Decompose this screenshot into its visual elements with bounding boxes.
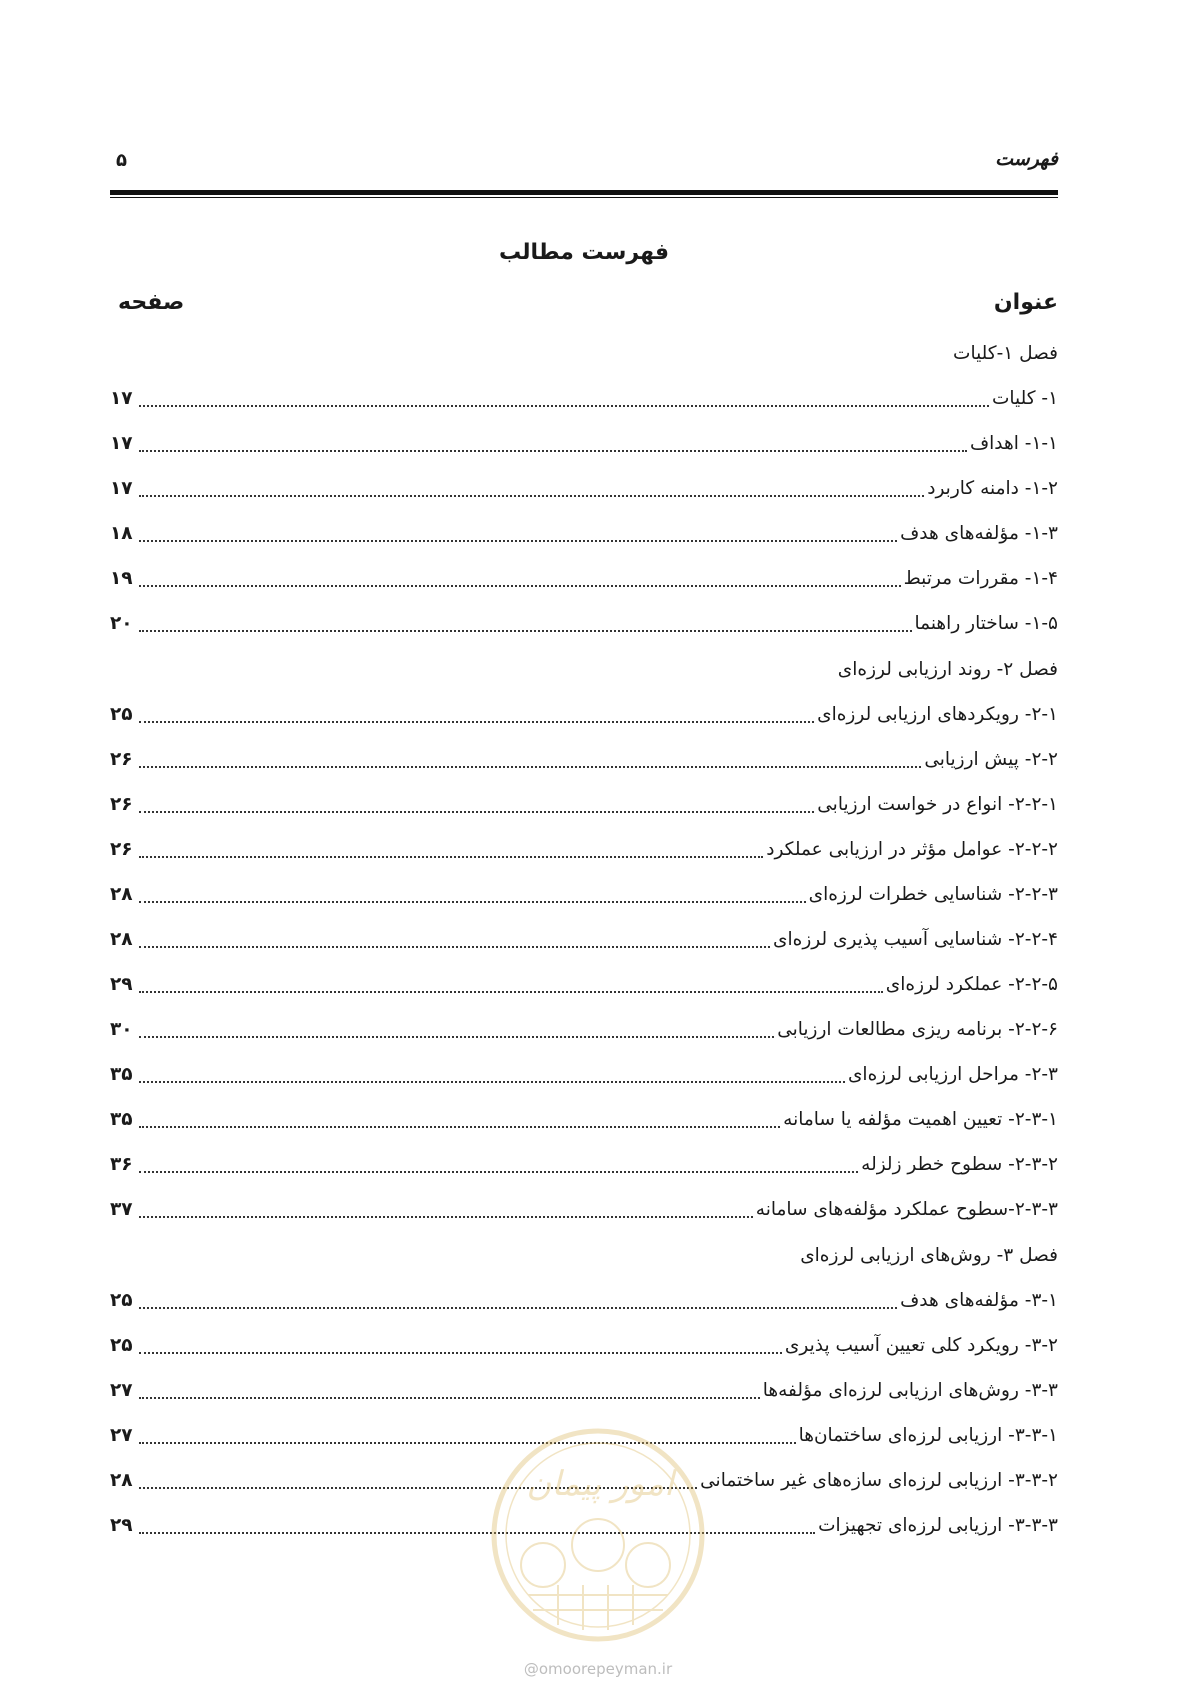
toc-entry xyxy=(110,421,1058,466)
toc-entry-label: ۲-۳-۲- سطوح خطر زلزله xyxy=(861,1154,1058,1175)
toc-column-headers xyxy=(110,290,1058,324)
watermark-seal-icon xyxy=(488,1425,708,1645)
dot-leader xyxy=(139,1307,897,1309)
dot-leader xyxy=(139,450,967,452)
toc-entry-label: ۱-۴- مقررات مرتبط xyxy=(903,568,1058,589)
header-rule-thick xyxy=(110,190,1058,195)
toc-entry-label: ۳-۳- روش‌های ارزیابی لرزه‌ای مؤلفه‌ها xyxy=(762,1380,1058,1401)
dot-leader xyxy=(139,766,921,768)
toc-entry-page: ۱۹ xyxy=(110,568,133,589)
toc-entry-page: ۲۷ xyxy=(110,1425,133,1446)
toc-entry-label: ۲-۲-۵- عملکرد لرزه‌ای xyxy=(885,974,1058,995)
toc-entry xyxy=(110,1187,1058,1232)
header-rule-thin xyxy=(110,197,1058,198)
toc-entry-page: ۲۵ xyxy=(110,1335,133,1356)
toc-entry-label: ۲-۲-۴- شناسایی آسیب پذیری لرزه‌ای xyxy=(773,929,1058,950)
toc-title: فهرست مطالب xyxy=(498,240,670,265)
toc-entry-label: ۳-۱- مؤلفه‌های هدف xyxy=(900,1290,1058,1311)
dot-leader xyxy=(139,540,897,542)
toc-entry-page: ۲۸ xyxy=(110,929,133,950)
toc-entry xyxy=(110,601,1058,646)
toc-entry xyxy=(110,1142,1058,1187)
toc-entry-label: ۲-۲- پیش ارزیابی xyxy=(924,749,1058,770)
toc-entry-label: ۳-۳-۲- ارزیابی لرزه‌ای سازه‌های غیر ساختمانی xyxy=(700,1470,1058,1491)
toc-entry-label: ۲-۲-۶- برنامه ریزی مطالعات ارزیابی xyxy=(777,1019,1058,1040)
toc-entry-page: ۱۸ xyxy=(110,523,133,544)
toc-entry xyxy=(110,376,1058,421)
toc-entry-page: ۲۰ xyxy=(110,613,133,634)
toc-entry-label: ۱-۲- دامنه کاربرد xyxy=(927,478,1058,499)
dot-leader xyxy=(139,1216,753,1218)
toc-entry-label: ۲-۳- مراحل ارزیابی لرزه‌ای xyxy=(847,1064,1058,1085)
dot-leader xyxy=(139,1397,760,1399)
toc-entries xyxy=(110,330,1058,1548)
dot-leader xyxy=(139,1036,774,1038)
column-header-title: عنوان xyxy=(993,290,1058,315)
toc-entry-label: فصل ۳- روش‌های ارزیابی لرزه‌ای xyxy=(800,1244,1058,1266)
toc-entry-page: ۳۷ xyxy=(110,1199,133,1220)
toc-entry xyxy=(110,827,1058,872)
toc-chapter-heading xyxy=(110,1232,1058,1278)
toc-entry xyxy=(110,962,1058,1007)
running-title: فهرست xyxy=(995,148,1058,170)
toc-entry-page: ۱۷ xyxy=(110,478,133,499)
toc-entry-page: ۳۶ xyxy=(110,1154,133,1175)
toc-entry-page: ۲۶ xyxy=(110,794,133,815)
dot-leader xyxy=(139,1532,815,1534)
dot-leader xyxy=(139,811,814,813)
toc-entry-label: ۲-۲-۱- انواع در خواست ارزیابی xyxy=(817,794,1058,815)
toc-entry xyxy=(110,1007,1058,1052)
toc-entry-label: ۳-۳-۳- ارزیابی لرزه‌ای تجهیزات xyxy=(818,1515,1058,1536)
dot-leader xyxy=(139,1081,845,1083)
toc-entry-page: ۲۷ xyxy=(110,1380,133,1401)
toc-entry-label: ۲-۲-۳- شناسایی خطرات لرزه‌ای xyxy=(808,884,1058,905)
dot-leader xyxy=(139,405,989,407)
dot-leader xyxy=(139,1171,858,1173)
toc-entry-page: ۲۸ xyxy=(110,884,133,905)
dot-leader xyxy=(139,856,763,858)
dot-leader xyxy=(139,585,901,587)
dot-leader xyxy=(139,495,924,497)
toc-entry-page: ۳۵ xyxy=(110,1109,133,1130)
toc-entry-label: فصل ۲- روند ارزیابی لرزه‌ای xyxy=(837,658,1058,680)
dot-leader xyxy=(139,630,912,632)
toc-entry-page: ۲۵ xyxy=(110,1290,133,1311)
toc-entry-label: ۲-۳-۳-سطوح عملکرد مؤلفه‌های سامانه xyxy=(755,1199,1058,1220)
page-header xyxy=(110,148,1058,176)
toc-entry-label: ۲-۳-۱- تعیین اهمیت مؤلفه یا سامانه xyxy=(783,1109,1058,1130)
toc-entry xyxy=(110,872,1058,917)
toc-entry-page: ۲۹ xyxy=(110,1515,133,1536)
toc-entry-label: ۲-۲-۲- عوامل مؤثر در ارزیابی عملکرد xyxy=(766,839,1058,860)
toc-entry-page: ۲۹ xyxy=(110,974,133,995)
toc-entry-label: ۲-۱- رویکردهای ارزیابی لرزه‌ای xyxy=(817,704,1058,725)
toc-entry xyxy=(110,556,1058,601)
dot-leader xyxy=(139,1126,780,1128)
dot-leader xyxy=(139,991,883,993)
toc-entry-page: ۱۷ xyxy=(110,433,133,454)
toc-entry-label: ۱-۱- اهداف xyxy=(969,433,1058,454)
toc-entry xyxy=(110,511,1058,556)
toc-chapter-heading xyxy=(110,646,1058,692)
toc-entry-label: ۱- کلیات xyxy=(991,388,1058,409)
page-number: ۵ xyxy=(116,150,127,171)
toc-entry xyxy=(110,1097,1058,1142)
toc-entry-page: ۲۸ xyxy=(110,1470,133,1491)
toc-entry xyxy=(110,1278,1058,1323)
toc-entry-page: ۳۵ xyxy=(110,1064,133,1085)
toc-entry-page: ۲۵ xyxy=(110,704,133,725)
dot-leader xyxy=(139,721,814,723)
toc-entry xyxy=(110,1368,1058,1413)
toc-entry xyxy=(110,1052,1058,1097)
toc-entry-page: ۱۷ xyxy=(110,388,133,409)
toc-entry-label: فصل ۱-کلیات xyxy=(953,342,1058,364)
dot-leader xyxy=(139,946,770,948)
toc-entry-label: ۱-۳- مؤلفه‌های هدف xyxy=(900,523,1058,544)
toc-entry-label: ۳-۲- رویکرد کلی تعیین آسیب پذیری xyxy=(784,1335,1058,1356)
toc-entry-label: ۱-۵- ساختار راهنما xyxy=(914,613,1058,634)
toc-entry-label: ۳-۳-۱- ارزیابی لرزه‌ای ساختمان‌ها xyxy=(798,1425,1058,1446)
watermark-url: @omoorepeyman.ir xyxy=(523,1660,673,1678)
column-header-page: صفحه xyxy=(118,290,185,315)
toc-entry-page: ۳۰ xyxy=(110,1019,133,1040)
toc-entry xyxy=(110,466,1058,511)
toc-entry xyxy=(110,917,1058,962)
toc-entry-page: ۲۶ xyxy=(110,839,133,860)
toc-entry xyxy=(110,692,1058,737)
toc-entry xyxy=(110,782,1058,827)
toc-chapter-heading xyxy=(110,330,1058,376)
dot-leader xyxy=(139,901,806,903)
watermark-seal-text: امور پیمان xyxy=(526,1464,674,1504)
toc-entry xyxy=(110,1323,1058,1368)
dot-leader xyxy=(139,1352,782,1354)
toc-entry-page: ۲۶ xyxy=(110,749,133,770)
toc-entry xyxy=(110,737,1058,782)
